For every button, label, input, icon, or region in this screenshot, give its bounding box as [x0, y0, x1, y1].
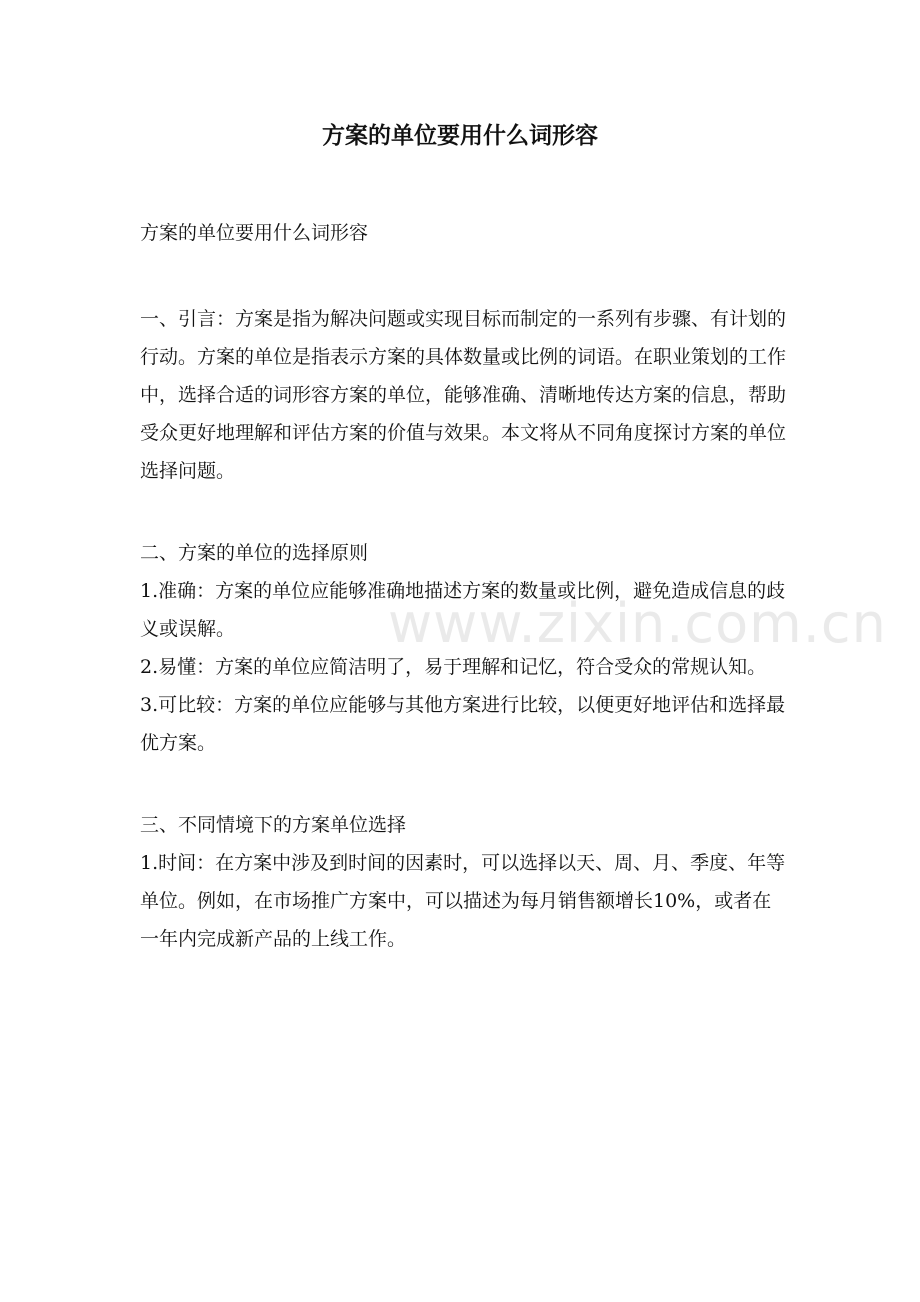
paragraph-gap — [140, 762, 790, 806]
document-body — [140, 214, 790, 958]
section-3-item-time: 1.时间：在方案中涉及到时间的因素时，可以选择以天、周、月、季度、年等单位。例如，在市场推广方案中，可以描述为每月销售额增长10%，或者在一年内完成新产品的上线工作。 — [140, 852, 786, 950]
paragraph-gap — [140, 252, 790, 300]
document-subtitle: 方案的单位要用什么词形容 — [140, 222, 369, 244]
section-2-item-accurate: 1.准确：方案的单位应能够准确地描述方案的数量或比例，避免造成信息的歧义或误解。 — [140, 580, 786, 640]
introduction-paragraph: 一、引言：方案是指为解决问题或实现目标而制定的一系列有步骤、有计划的行动。方案的单位是指表示方案的具体数量或比例的词语。在职业策划的工作中，选择合适的词形容方案的单位，能够准确、清晰地传达方案的信息，帮助受众更好地理解和评估方案的价值与效果。本文将从不同角度探讨方案的单位选择问题。 — [140, 308, 787, 482]
watermark: www.zixin.com.cn — [388, 592, 887, 655]
section-2-item-understandable: 2.易懂：方案的单位应简洁明了，易于理解和记忆，符合受众的常规认知。 — [140, 656, 767, 678]
section-2-heading: 二、方案的单位的选择原则 — [140, 542, 369, 564]
document-title: 方案的单位要用什么词形容 — [322, 122, 598, 149]
section-3-heading: 三、不同情境下的方案单位选择 — [140, 814, 407, 836]
section-2-item-comparable: 3.可比较：方案的单位应能够与其他方案进行比较，以便更好地评估和选择最优方案。 — [140, 694, 786, 754]
paragraph-gap — [140, 490, 790, 534]
